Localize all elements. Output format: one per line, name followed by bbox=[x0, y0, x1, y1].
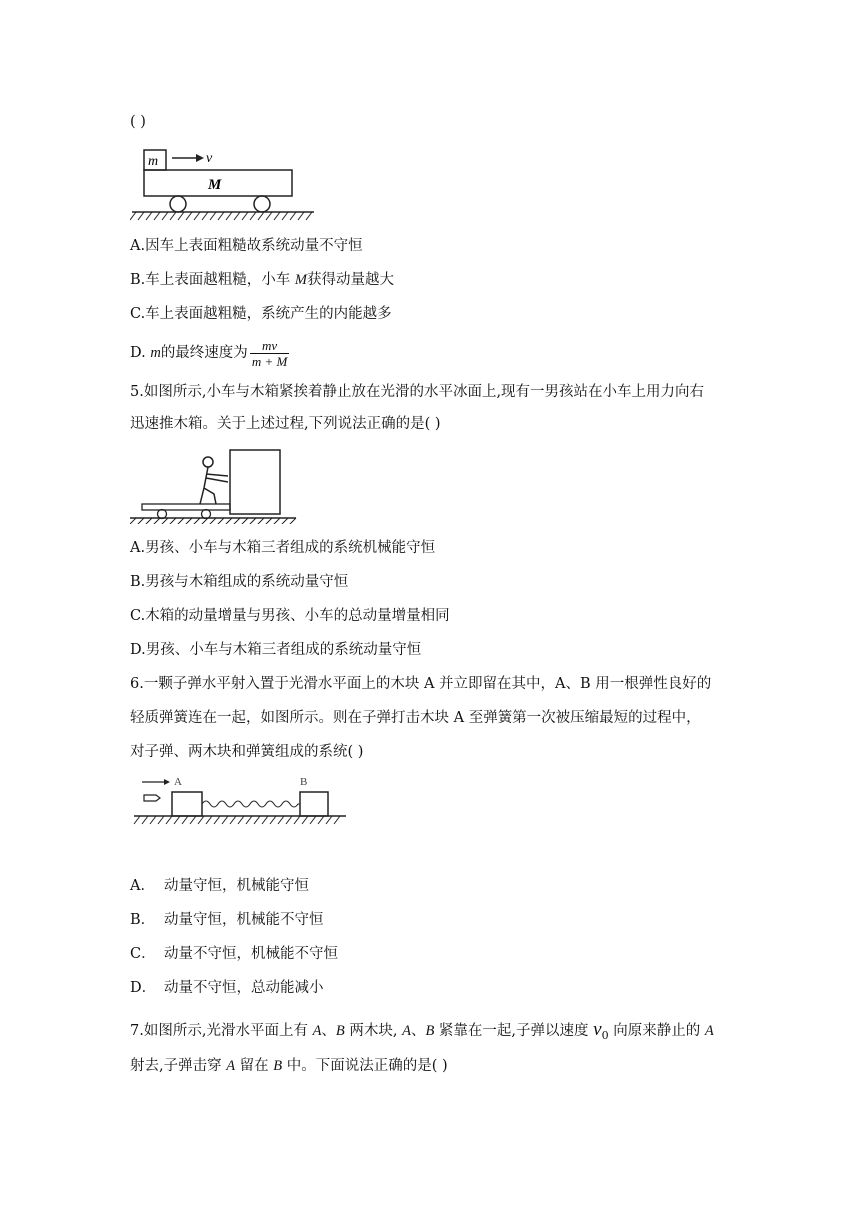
fig-A-label: A bbox=[174, 776, 182, 788]
q7-stem-line1: 7.如图所示,光滑水平面上有 A、B 两木块, A、B 紧靠在一起,子弹以速度 $v_0$ 向原来静止的 A bbox=[130, 1019, 714, 1042]
boy-cart-box-figure bbox=[130, 448, 300, 524]
q5-stem-line1: 5.如图所示,小车与木箱紧挨着静止放在光滑的水平冰面上,现有一男孩站在小车上用力向右 bbox=[130, 384, 705, 400]
q5-option-b: B.男孩与木箱组成的系统动量守恒 bbox=[130, 574, 349, 590]
q4-option-c: C.车上表面越粗糙，系统产生的内能越多 bbox=[130, 306, 392, 322]
q5-option-d: D.男孩、小车与木箱三者组成的系统动量守恒 bbox=[130, 642, 422, 658]
q4-option-d: D. m的最终速度为 $\frac{mv}{m + M}$ bbox=[130, 337, 288, 369]
q4-option-b: B.车上表面越粗糙，小车 M获得动量越大 bbox=[130, 272, 394, 288]
q5-option-c: C.木箱的动量增量与男孩、小车的总动量增量相同 bbox=[130, 608, 450, 624]
q6-option-c: C． 动量不守恒，机械能不守恒 bbox=[130, 946, 338, 962]
fig-M-label: M bbox=[208, 177, 222, 193]
velocity-fraction: $\frac{mv}{m + M}$ bbox=[251, 337, 288, 369]
q6-stem-line1: 6.一颗子弹水平射入置于光滑水平面上的木块 A 并立即留在其中，A、B 用一根弹性良好的 bbox=[130, 676, 712, 692]
q6-option-d: D． 动量不守恒，总动能减小 bbox=[130, 980, 324, 996]
cart-block-figure bbox=[130, 140, 320, 222]
q5-option-a: A.男孩、小车与木箱三者组成的系统机械能守恒 bbox=[130, 540, 436, 556]
q5-stem-line2: 迅速推木箱。关于上述过程,下列说法正确的是( ) bbox=[130, 416, 441, 432]
q6-stem-line2: 轻质弹簧连在一起，如图所示。则在子弹打击木块 A 至弹簧第一次被压缩最短的过程中， bbox=[130, 710, 701, 726]
q7-stem-line2: 射去,子弹击穿 A 留在 B 中。下面说法正确的是( ) bbox=[130, 1058, 448, 1074]
q6-stem-line3: 对子弹、两木块和弹簧组成的系统( ) bbox=[130, 744, 364, 760]
bullet-spring-figure bbox=[130, 770, 350, 832]
q4-option-a: A.因车上表面粗糙故系统动量不守恒 bbox=[130, 238, 363, 254]
fig-v-label: v bbox=[206, 151, 213, 166]
fig-B-label: B bbox=[300, 776, 308, 788]
q6-option-a: A． 动量守恒，机械能守恒 bbox=[130, 878, 309, 894]
q6-option-b: B． 动量守恒，机械能不守恒 bbox=[130, 912, 324, 928]
fig-m-label: m bbox=[148, 154, 159, 169]
answer-paren: ( ) bbox=[130, 114, 146, 130]
